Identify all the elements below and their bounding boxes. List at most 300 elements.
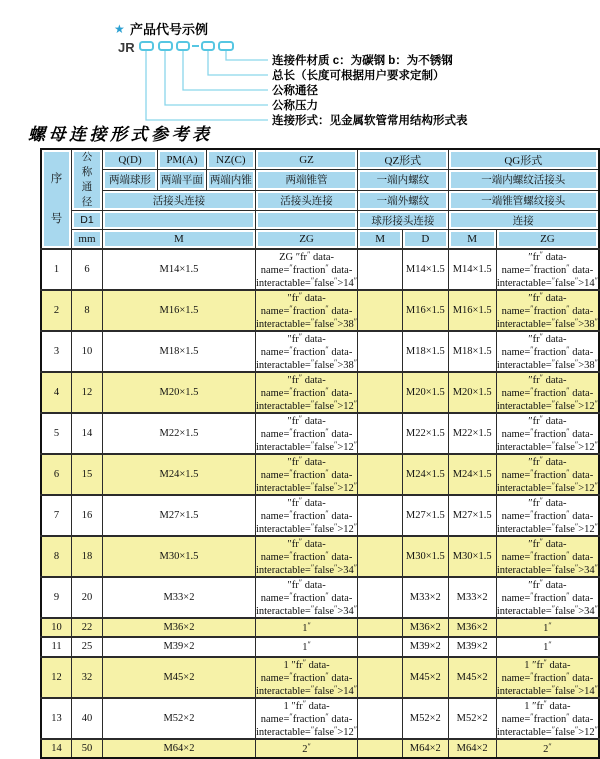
cell-qz-m [358,657,403,698]
cell-mm: 16 [72,495,103,536]
inch-mark: ″ [325,670,329,680]
header-unit-zg1: ZG [255,230,357,249]
inch-mark: ″ [325,385,329,395]
inch-mark: ″ [574,724,579,734]
inch-mark: ″ [289,670,293,680]
inch-mark: ″ [566,385,570,395]
cell-qz-d: M22×1.5 [403,413,448,454]
inch-mark: ″ [566,508,570,518]
inch-mark: ″ [594,480,598,490]
inch-mark: ″ [298,536,303,546]
header-endtype-gz: 两端锥管 [255,170,357,191]
cell-qz-d: M36×2 [403,618,448,638]
inch-mark: ″ [551,357,556,367]
inch-mark: ″ [289,262,293,272]
inch-mark: ″ [594,316,598,326]
header-endtype-qz: 一端内螺纹 [358,170,448,191]
cell-seq: 14 [41,739,72,759]
cell-zg: 1 ″fr″ data-name=″fraction″ data-interactable=″false″>14″ [255,657,358,697]
inch-mark: ″ [566,344,570,354]
cell-m: M33×2 [102,577,255,618]
cell-qz-m [358,249,403,290]
cell-qz-m [358,618,403,638]
inch-mark: ″ [594,357,598,367]
cell-qz-m [358,739,403,759]
cell-qg-m: M18×1.5 [448,331,496,372]
inch-mark: ″ [530,467,534,477]
table-row [41,739,599,759]
table-row [41,372,599,413]
leader-line-conn-form [146,51,268,120]
table-row [41,413,599,454]
cell-qz-m [358,372,403,413]
cell-zg: ″fr″ data-name=″fraction″ data-interactable=″false″>12″ [255,454,358,494]
header-conn-gz: 活接头连接 [255,190,357,211]
inch-mark: ″ [530,549,534,559]
inch-mark: ″ [574,603,579,613]
inch-mark: ″ [594,683,598,693]
diagram-title: 产品代号示例 [130,22,209,37]
inch-mark: ″ [551,683,556,693]
cell-qz-d: M14×1.5 [403,249,448,290]
inch-mark: ″ [325,303,329,313]
header-unit-m3: M [448,230,496,249]
cell-qg-m: M16×1.5 [448,290,496,331]
inch-mark: ″ [532,659,537,671]
inch-mark: ″ [530,670,534,680]
inch-mark: ″ [353,316,358,326]
cell-zg: ″fr″ data-name=″fraction″ data-interactable=″false″>34″ [255,536,358,576]
cell-mm: 6 [72,249,103,290]
cell-qz-m [358,290,403,331]
table-row [41,657,599,698]
header-conn: 连接 [448,211,599,230]
inch-mark: ″ [530,344,534,354]
cell-mm: 20 [72,577,103,618]
cell-m: M20×1.5 [102,372,255,413]
code-box-1 [140,42,153,50]
star-icon: ★ [114,22,125,36]
cell-qz-d: M39×2 [403,637,448,657]
cell-mm: 22 [72,618,103,638]
inch-mark: ″ [528,497,533,509]
inch-mark: ″ [566,549,570,559]
inch-mark: ″ [334,724,338,734]
inch-mark: ″ [289,467,293,477]
cell-zg: 1″ [255,618,357,638]
table-row [41,290,599,331]
inch-mark: ″ [334,439,338,449]
inch-mark: ″ [528,374,533,386]
cell-qg-zg: 1 ″fr″ data-name=″fraction″ data-interactable=″false″>12″ [496,698,598,738]
inch-mark: ″ [307,249,311,259]
table-body [41,249,599,759]
inch-mark: ″ [298,372,303,382]
cell-qz-m [358,495,403,536]
inch-mark: ″ [539,413,543,423]
inch-mark: ″ [530,508,534,518]
inch-mark: ″ [528,292,533,304]
cell-zg: ″fr″ data-name=″fraction″ data-interactable=″false″>12″ [255,372,358,412]
inch-mark: ″ [289,508,293,518]
inch-mark: ″ [298,577,303,587]
inch-mark: ″ [566,590,570,600]
cell-mm: 50 [72,739,103,759]
label-nominal-diameter: 公称通径 [272,85,318,97]
cell-qg-m: M33×2 [448,577,496,618]
header-seq [41,149,72,249]
inch-mark: ″ [289,344,293,354]
inch-mark: ″ [289,590,293,600]
inch-mark: ″ [310,683,315,693]
cell-qz-d: M18×1.5 [403,331,448,372]
table-row [41,536,599,577]
inch-mark: ″ [532,700,537,712]
inch-mark: ″ [539,290,543,300]
header-code-qz: QZ形式 [358,149,448,170]
cell-qz-d: M20×1.5 [403,372,448,413]
cell-qg-m: M20×1.5 [448,372,496,413]
code-box-4 [202,42,214,50]
inch-mark: ″ [353,357,358,367]
label-nominal-pressure: 公称压力 [272,100,318,112]
inch-mark: ″ [298,331,303,341]
header-conn-qg: 一端锥管螺纹接头 [448,190,599,211]
inch-mark: ″ [289,385,293,395]
inch-mark: ″ [566,262,570,272]
inch-mark: ″ [574,275,579,285]
inch-mark: ″ [325,467,329,477]
inch-mark: ″ [289,549,293,559]
cell-qg-zg: ″fr″ data-name=″fraction″ data-interactable=″false″>14″ [496,249,598,289]
inch-mark: ″ [298,290,303,300]
inch-mark: ″ [353,724,358,734]
inch-mark: ″ [539,536,543,546]
header-conn-union: 活接头连接 [102,190,255,211]
inch-mark: ″ [310,521,315,531]
inch-mark: ″ [307,640,311,650]
cell-qz-m [358,331,403,372]
cell-seq: 5 [41,413,72,454]
label-total-length: 总长（长度可根据用户要求定制） [272,70,445,82]
cell-qg-zg: ″fr″ data-name=″fraction″ data-interactable=″false″>12″ [496,372,598,412]
cell-seq: 11 [41,637,72,657]
header-endtype-qg: 一端内螺纹活接头 [448,170,599,191]
inch-mark: ″ [539,454,543,464]
inch-mark: ″ [539,249,543,259]
cell-qg-m: M27×1.5 [448,495,496,536]
cell-qg-zg: ″fr″ data-name=″fraction″ data-interactable=″false″>34″ [496,536,598,576]
inch-mark: ″ [530,385,534,395]
inch-mark: ″ [530,711,534,721]
inch-mark: ″ [539,372,543,382]
inch-mark: ″ [289,711,293,721]
product-code-diagram [0,0,600,140]
code-prefix: JR [118,40,135,55]
cell-m: M30×1.5 [102,536,255,577]
inch-mark: ″ [298,413,303,423]
inch-mark: ″ [594,724,598,734]
inch-mark: ″ [551,275,556,285]
inch-mark: ″ [302,698,307,708]
cell-qg-m: M30×1.5 [448,536,496,577]
inch-mark: ″ [528,579,533,591]
cell-mm: 15 [72,454,103,495]
inch-mark: ″ [594,562,598,572]
cell-m: M14×1.5 [102,249,255,290]
cell-seq: 8 [41,536,72,577]
inch-mark: ″ [334,357,338,367]
cell-mm: 18 [72,536,103,577]
inch-mark: ″ [287,456,292,468]
header-unit-mm: mm [72,230,103,249]
header-d1: D1 [72,211,103,230]
cell-seq: 10 [41,618,72,638]
cell-qz-d: M33×2 [403,577,448,618]
table-row [41,331,599,372]
header-code-nzc: NZ(C) [206,149,255,170]
inch-mark: ″ [298,495,303,505]
inch-mark: ″ [574,521,579,531]
inch-mark: ″ [310,357,315,367]
inch-mark: ″ [334,562,338,572]
cell-qg-zg: ″fr″ data-name=″fraction″ data-interactable=″false″>12″ [496,454,598,494]
header-unit-m1: M [102,230,255,249]
cell-m: M52×2 [102,698,255,739]
header-dn-label: 公称通径 [81,151,93,208]
inch-mark: ″ [287,579,292,591]
label-material: 连接件材质 c：为碳钢 b：为不锈钢 [272,55,453,67]
cell-qz-m [358,577,403,618]
cell-qz-d: M52×2 [403,698,448,739]
inch-mark: ″ [574,480,579,490]
cell-m: M16×1.5 [102,290,255,331]
code-box-5 [219,42,233,50]
inch-mark: ″ [528,415,533,427]
table-header [41,149,599,249]
cell-qz-m [358,454,403,495]
inch-mark: ″ [551,439,556,449]
header-conn-qz: 一端外螺纹 [358,190,448,211]
inch-mark: ″ [353,480,358,490]
inch-mark: ″ [334,480,338,490]
inch-mark: ″ [334,683,338,693]
inch-mark: ″ [353,603,358,613]
inch-mark: ″ [287,415,292,427]
inch-mark: ″ [551,724,556,734]
cell-m: M24×1.5 [102,454,255,495]
cell-m: M18×1.5 [102,331,255,372]
inch-mark: ″ [353,562,358,572]
inch-mark: ″ [334,316,338,326]
inch-mark: ″ [353,275,358,285]
cell-seq: 13 [41,698,72,739]
inch-mark: ″ [574,357,579,367]
inch-mark: ″ [594,521,598,531]
cell-qg-m: M36×2 [448,618,496,638]
cell-qz-m [358,413,403,454]
inch-mark: ″ [289,426,293,436]
inch-mark: ″ [310,316,315,326]
cell-m: M36×2 [102,618,255,638]
inch-mark: ″ [566,711,570,721]
inch-mark: ″ [594,275,598,285]
inch-mark: ″ [307,741,311,751]
inch-mark: ″ [548,741,552,751]
inch-mark: ″ [287,333,292,345]
inch-mark: ″ [551,316,556,326]
cell-qz-m [358,698,403,739]
cell-qg-zg: 1″ [496,618,599,638]
cell-seq: 4 [41,372,72,413]
cell-qg-m: M14×1.5 [448,249,496,290]
cell-seq: 3 [41,331,72,372]
cell-qz-d: M24×1.5 [403,454,448,495]
header-nominal-diameter [72,149,103,211]
cell-qz-d: M16×1.5 [403,290,448,331]
cell-m: M22×1.5 [102,413,255,454]
inch-mark: ″ [566,670,570,680]
cell-qg-zg: ″fr″ data-name=″fraction″ data-interactable=″false″>34″ [496,577,598,617]
inch-mark: ″ [325,262,329,272]
inch-mark: ″ [325,711,329,721]
cell-m: M39×2 [102,637,255,657]
cell-qg-zg: 2″ [496,739,599,759]
inch-mark: ″ [551,521,556,531]
inch-mark: ″ [325,549,329,559]
cell-m: M64×2 [102,739,255,759]
header-unit-m2: M [358,230,403,249]
header-code-pma: PM(A) [158,149,207,170]
inch-mark: ″ [310,439,315,449]
cell-qg-m: M22×1.5 [448,413,496,454]
nut-connection-reference-table [40,148,600,759]
leader-line-length [208,51,268,75]
inch-mark: ″ [287,497,292,509]
cell-mm: 25 [72,637,103,657]
inch-mark: ″ [574,439,579,449]
inch-mark: ″ [543,657,547,667]
inch-mark: ″ [594,603,598,613]
table-title: 螺母连接形式参考表 [28,125,213,144]
inch-mark: ″ [530,303,534,313]
cell-qg-zg: 1″ [496,637,599,657]
cell-m: M27×1.5 [102,495,255,536]
inch-mark: ″ [310,603,315,613]
cell-zg: ″fr″ data-name=″fraction″ data-interactable=″false″>12″ [255,413,358,453]
table-row [41,454,599,495]
header-ball-joint-conn: 球形接头连接 [358,211,448,230]
cell-seq: 1 [41,249,72,290]
cell-m: M45×2 [102,657,255,698]
inch-mark: ″ [551,603,556,613]
inch-mark: ″ [334,521,338,531]
inch-mark: ″ [325,344,329,354]
code-box-3 [177,42,189,50]
inch-mark: ″ [551,562,556,572]
header-blank-qpmnz [102,211,255,230]
inch-mark: ″ [539,331,543,341]
inch-mark: ″ [574,562,579,572]
cell-seq: 6 [41,454,72,495]
leader-line-material [226,51,268,60]
inch-mark: ″ [548,620,552,630]
cell-qz-d: M27×1.5 [403,495,448,536]
header-code-qg: QG形式 [448,149,599,170]
cell-seq: 12 [41,657,72,698]
cell-qg-zg: ″fr″ data-name=″fraction″ data-interactable=″false″>12″ [496,413,598,453]
inch-mark: ″ [289,303,293,313]
inch-mark: ″ [530,426,534,436]
cell-mm: 8 [72,290,103,331]
inch-mark: ″ [310,275,315,285]
inch-mark: ″ [548,640,552,650]
cell-qg-m: M52×2 [448,698,496,739]
cell-qg-m: M45×2 [448,657,496,698]
inch-mark: ″ [325,426,329,436]
cell-qg-m: M39×2 [448,637,496,657]
inch-mark: ″ [298,454,303,464]
header-endtype-qd: 两端球形 [102,170,157,191]
label-connection-form: 连接形式：见金属软管常用结构形式表 [272,115,468,127]
cell-zg: ″fr″ data-name=″fraction″ data-interactable=″false″>12″ [255,495,358,535]
inch-mark: ″ [291,659,296,671]
inch-mark: ″ [302,657,307,667]
cell-qg-zg: ″fr″ data-name=″fraction″ data-interactable=″false″>12″ [496,495,598,535]
inch-mark: ″ [566,303,570,313]
header-endtype-pma: 两端平面 [158,170,207,191]
inch-mark: ″ [307,620,311,630]
cell-zg: ″fr″ data-name=″fraction″ data-interactable=″false″>34″ [255,577,358,617]
cell-qz-d: M45×2 [403,657,448,698]
cell-zg: ″fr″ data-name=″fraction″ data-interactable=″false″>38″ [255,290,358,330]
header-endtype-nzc: 两端内锥 [206,170,255,191]
inch-mark: ″ [566,467,570,477]
inch-mark: ″ [594,398,598,408]
cell-seq: 2 [41,290,72,331]
inch-mark: ″ [528,251,533,263]
inch-mark: ″ [287,374,292,386]
inch-mark: ″ [574,316,579,326]
inch-mark: ″ [310,398,315,408]
cell-zg: 1″ [255,637,357,657]
table-row [41,698,599,739]
inch-mark: ″ [539,577,543,587]
cell-qg-m: M64×2 [448,739,496,759]
table-row [41,618,599,638]
table-row [41,577,599,618]
inch-mark: ″ [310,724,315,734]
inch-mark: ″ [325,590,329,600]
inch-mark: ″ [539,495,543,505]
cell-mm: 32 [72,657,103,698]
inch-mark: ″ [334,603,338,613]
table-row [41,637,599,657]
header-code-gz: GZ [255,149,357,170]
cell-qz-m [358,536,403,577]
inch-mark: ″ [551,480,556,490]
inch-mark: ″ [574,683,579,693]
table-row [41,495,599,536]
cell-qg-zg: ″fr″ data-name=″fraction″ data-interactable=″false″>38″ [496,331,598,371]
cell-qz-m [358,637,403,657]
inch-mark: ″ [528,333,533,345]
cell-mm: 14 [72,413,103,454]
table-row [41,249,599,290]
cell-zg: 1 ″fr″ data-name=″fraction″ data-interactable=″false″>12″ [255,698,358,738]
leader-line-pressure [165,51,268,105]
header-unit-d: D [403,230,448,249]
